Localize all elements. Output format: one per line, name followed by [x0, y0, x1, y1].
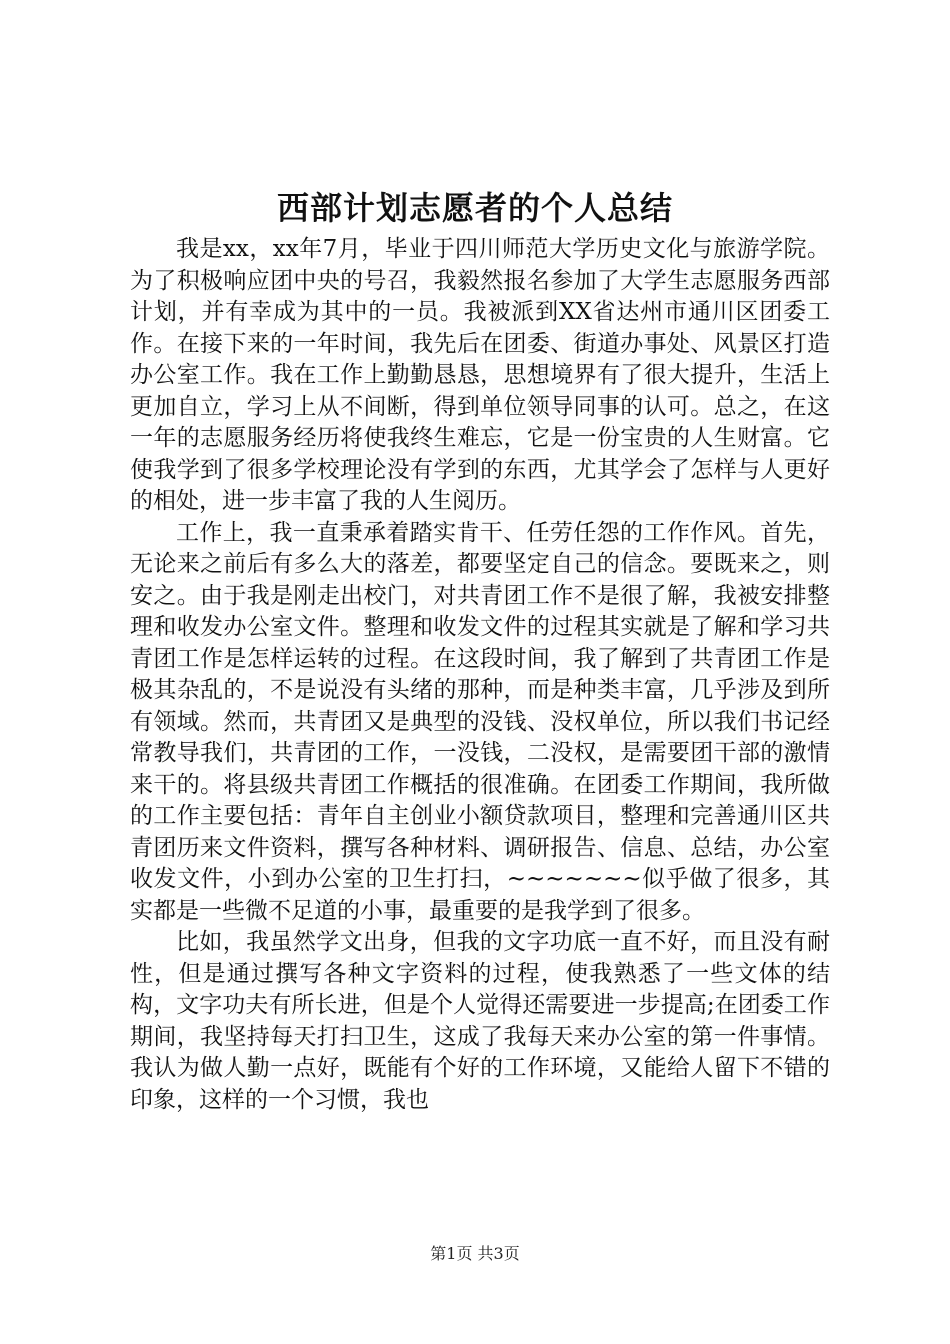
- document-body: [130, 234, 830, 1116]
- page-footer: [0, 1243, 950, 1265]
- paragraph-3: 比如，我虽然学文出身，但我的文字功底一直不好，而且没有耐性，但是通过撰写各种文字资料的过程，使我熟悉了一些文体的结构，文字功夫有所长进，但是个人觉得还需要进一步提高;在团委工作期间，我坚持每天打扫卫生，这成了我每天来办公室的第一件事情。我认为做人勤一点好，既能有个好的工作环境，又能给人留下不错的印象，这样的一个习惯，我也: [130, 929, 830, 1113]
- paragraph-2: 工作上，我一直秉承着踏实肯干、任劳任怨的工作作风。首先，无论来之前后有多么大的落差，都要坚定自己的信念。要既来之，则安之。由于我是刚走出校门，对共青团工作不是很了解，我被安排整理和收发办公室文件。整理和收发文件的过程其实就是了解和学习共青团工作是怎样运转的过程。在这段时间，我了解到了共青团工作是极其杂乱的，不是说没有头绪的那种，而是种类丰富，几乎涉及到所有领域。然而，共青团又是典型的没钱、没权单位，所以我们书记经常教导我们，共青团的工作，一没钱，二没权，是需要团干部的激情来干的。将县级共青团工作概括的很准确。在团委工作期间，我所做的工作主要包括：青年自主创业小额贷款项目，整理和完善通川区共青团历来文件资料，撰写各种材料、调研报告、信息、总结，办公室收发文件，小到办公室的卫生打扫，~~~~~~~似乎做了很多，其实都是一些微不足道的小事，最重要的是我学到了很多。: [130, 519, 830, 924]
- document-title: 西部计划志愿者的个人总结: [276, 189, 673, 227]
- page-number: 第1页 共3页: [430, 1244, 520, 1263]
- paragraph-1: 我是xx，xx年7月，毕业于四川师范大学历史文化与旅游学院。为了积极响应团中央的号召，我毅然报名参加了大学生志愿服务西部计划，并有幸成为其中的一员。我被派到XX省达州市通川区团委工作。在接下来的一年时间，我先后在团委、街道办事处、风景区打造办公室工作。我在工作上勤勤恳恳，思想境界有了很大提升，生活上更加自立，学习上从不间断，得到单位领导同事的认可。总之，在这一年的志愿服务经历将使我终生难忘，它是一份宝贵的人生财富。它使我学到了很多学校理论没有学到的东西，尤其学会了怎样与人更好的相处，进一步丰富了我的人生阅历。: [130, 236, 830, 514]
